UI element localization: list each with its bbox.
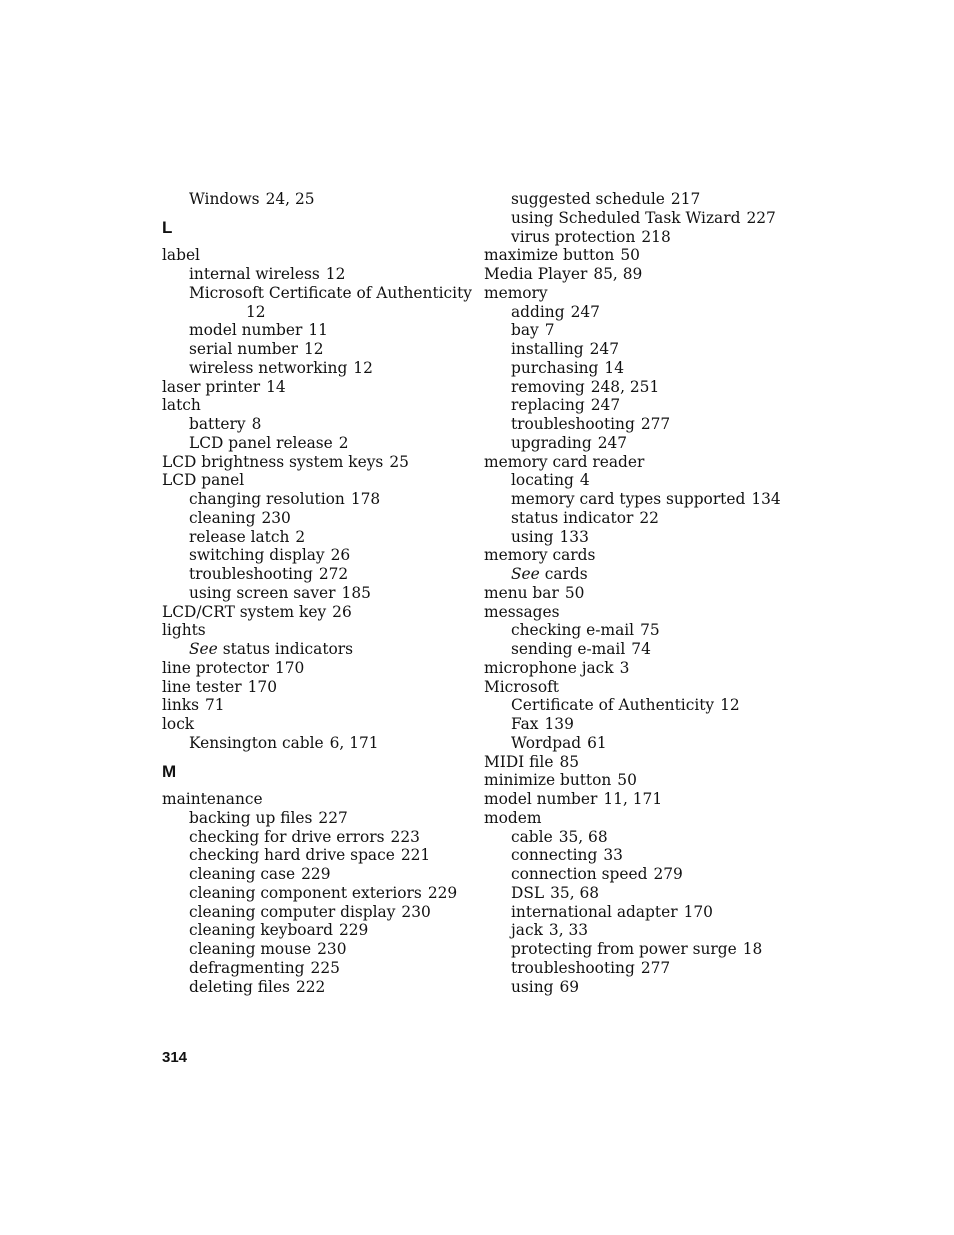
entry-page-numbers: 26	[330, 546, 351, 565]
index-subentry	[484, 846, 784, 865]
section-letter-heading: M	[162, 761, 177, 781]
entry-page-numbers: 277	[640, 958, 671, 977]
entry-term: memory card types supported	[511, 490, 746, 508]
entry-term: DSL	[511, 883, 545, 902]
index-subentry	[162, 846, 472, 865]
entry-term: cleaning	[189, 508, 256, 527]
entry-term: LCD panel	[162, 471, 245, 490]
entry-page-numbers: 139	[544, 715, 574, 733]
entry-term: using Scheduled Task Wizard	[511, 208, 741, 227]
index-subentry	[162, 865, 472, 884]
index-subentry	[162, 640, 472, 659]
entry-term: locating	[511, 471, 574, 490]
index-subentry	[484, 321, 784, 340]
entry-page-numbers: 247	[597, 433, 628, 452]
entry-page-numbers: 229	[338, 921, 369, 940]
entry-term: troubleshooting	[511, 958, 635, 977]
index-subentry	[484, 640, 784, 659]
entry-term: suggested schedule	[511, 190, 665, 208]
entry-term: model number	[484, 790, 598, 808]
entry-page-numbers: 50	[564, 583, 585, 602]
entry-page-numbers: 4	[579, 471, 590, 490]
entry-term: LCD/CRT system key	[162, 602, 327, 621]
index-entry	[162, 715, 472, 734]
entry-term: changing resolution	[189, 490, 345, 508]
index-subentry	[484, 621, 784, 640]
entry-term: microphone jack	[484, 658, 614, 677]
entry-term: removing	[511, 377, 585, 396]
entry-page-numbers: 222	[295, 977, 326, 996]
entry-page-numbers: 25	[389, 452, 409, 471]
index-entry	[484, 659, 784, 678]
entry-page-numbers: 230	[317, 940, 347, 958]
index-entry	[162, 659, 472, 678]
index-subentry	[484, 959, 784, 978]
entry-term: Windows	[189, 190, 260, 208]
entry-page-numbers: 85	[559, 752, 580, 771]
index-subentry	[162, 321, 472, 340]
entry-term: line protector	[162, 658, 269, 677]
index-subentry	[484, 528, 784, 547]
entry-term: using	[511, 527, 554, 546]
index-subentry	[162, 265, 472, 284]
entry-term: international adapter	[511, 902, 678, 921]
entry-page-numbers: 227	[318, 808, 348, 827]
entry-page-numbers: 11, 171	[603, 790, 663, 808]
index-subentry	[484, 696, 784, 715]
index-subentry	[162, 565, 472, 584]
entry-term: Wordpad	[511, 733, 582, 752]
index-subentry	[162, 284, 472, 303]
entry-page-numbers: 35, 68	[550, 883, 600, 902]
index-subentry	[162, 340, 472, 359]
entry-term: replacing	[511, 396, 585, 415]
entry-term: label	[162, 246, 200, 265]
index-entry	[162, 678, 472, 697]
entry-term: Microsoft	[484, 677, 559, 696]
entry-term: backing up files	[189, 808, 313, 827]
index-entry	[162, 621, 472, 640]
entry-page-numbers: 248, 251	[590, 377, 660, 396]
entry-page-numbers: 221	[400, 846, 431, 865]
entry-page-numbers: 12	[720, 696, 740, 715]
entry-term: cleaning keyboard	[189, 921, 333, 940]
index-entry	[484, 546, 784, 565]
entry-page-numbers: 218	[641, 227, 671, 246]
entry-page-numbers: 134	[751, 490, 781, 508]
entry-term: line tester	[162, 677, 242, 696]
index-entry	[484, 678, 784, 697]
index-subentry	[484, 378, 784, 397]
index-subentry	[484, 396, 784, 415]
see-reference-label: See	[189, 640, 218, 658]
index-subentry	[484, 884, 784, 903]
index-subentry	[484, 865, 784, 884]
entry-term: internal wireless	[189, 265, 320, 283]
entry-term: Media Player	[484, 265, 588, 283]
index-subentry	[162, 734, 472, 753]
index-subentry	[162, 415, 472, 434]
index-entry	[484, 265, 784, 284]
entry-term: defragmenting	[189, 958, 305, 977]
entry-page-numbers: 2	[295, 527, 306, 546]
index-subentry	[484, 903, 784, 922]
entry-term: status indicators	[222, 640, 354, 658]
index-subentry	[484, 434, 784, 453]
entry-page-numbers: 3	[619, 658, 630, 677]
index-entry	[162, 471, 472, 490]
entry-term: modem	[484, 808, 542, 827]
entry-term: installing	[511, 340, 584, 358]
entry-page-numbers: 14	[266, 377, 286, 396]
index-entry	[484, 584, 784, 603]
index-column-left	[162, 190, 472, 996]
entry-term: maximize button	[484, 246, 615, 265]
entry-term: checking hard drive space	[189, 846, 395, 865]
entry-term: laser printer	[162, 377, 261, 396]
entry-page-numbers: 33	[603, 846, 623, 865]
entry-page-numbers: 185	[341, 583, 371, 602]
index-subentry	[162, 809, 472, 828]
index-entry	[162, 453, 472, 472]
entry-page-numbers: 14	[604, 358, 625, 377]
index-subentry	[484, 734, 784, 753]
index-subentry	[484, 828, 784, 847]
entry-page-numbers: 12	[325, 265, 346, 283]
entry-term: troubleshooting	[511, 415, 635, 433]
entry-page-numbers: 178	[350, 490, 381, 508]
entry-term: memory card reader	[484, 452, 645, 471]
entry-page-numbers: 170	[274, 658, 305, 677]
index-subentry	[484, 509, 784, 528]
index-subentry	[484, 303, 784, 322]
section-letter-heading: L	[162, 217, 173, 237]
index-subentry	[484, 490, 784, 509]
index-entry	[484, 809, 784, 828]
entry-term: messages	[484, 602, 560, 621]
entry-page-numbers: 12	[353, 358, 373, 377]
index-subentry	[484, 940, 784, 959]
entry-term: switching display	[189, 546, 325, 565]
entry-page-numbers: 8	[251, 415, 262, 433]
entry-term: serial number	[189, 340, 299, 358]
entry-term: MIDI file	[484, 752, 554, 771]
entry-term: cleaning mouse	[189, 940, 312, 958]
entry-term: LCD panel release	[189, 433, 333, 452]
entry-page-numbers: 272	[318, 565, 349, 583]
index-subentry	[162, 959, 472, 978]
entry-term: cleaning case	[189, 865, 296, 883]
entry-term: cable	[511, 827, 553, 846]
index-entry	[484, 284, 784, 303]
page-number: 314	[162, 1049, 188, 1066]
entry-page-numbers: 229	[301, 865, 331, 883]
index-entry	[484, 753, 784, 772]
entry-term: LCD brightness system keys	[162, 452, 384, 471]
entry-term: checking for drive errors	[189, 827, 385, 846]
index-subentry	[484, 209, 784, 228]
entry-page-numbers: 69	[559, 977, 580, 996]
entry-term: connection speed	[511, 865, 648, 883]
entry-page-numbers: 24, 25	[265, 190, 315, 208]
index-subentry	[162, 528, 472, 547]
index-entry	[162, 790, 472, 809]
entry-page-numbers: 3, 33	[548, 921, 589, 940]
entry-page-numbers: 227	[746, 208, 776, 227]
index-subentry	[162, 884, 472, 903]
index-entry	[484, 790, 784, 809]
entry-term: wireless networking	[189, 358, 348, 377]
index-subentry	[484, 340, 784, 359]
index-entry	[162, 378, 472, 397]
index-subentry	[162, 509, 472, 528]
index-subentry	[162, 903, 472, 922]
entry-term: cleaning component exteriors	[189, 883, 422, 902]
entry-term: sending e-mail	[511, 640, 626, 658]
entry-page-numbers: 229	[427, 883, 458, 902]
index-subentry	[162, 584, 472, 603]
index-subentry	[484, 921, 784, 940]
entry-term: status indicator	[511, 508, 634, 527]
entry-term: battery	[189, 415, 246, 433]
entry-page-numbers: 6, 171	[329, 733, 379, 752]
entry-term: release latch	[189, 527, 290, 546]
index-subentry	[162, 490, 472, 509]
entry-page-numbers: 18	[742, 940, 763, 958]
entry-term: Microsoft Certificate of Authenticity	[189, 283, 472, 302]
entry-term: 12	[246, 302, 266, 321]
entry-term: maintenance	[162, 790, 263, 808]
index-entry	[162, 696, 472, 715]
entry-page-numbers: 7	[544, 321, 555, 340]
entry-term: memory	[484, 283, 548, 302]
index-subentry	[162, 190, 472, 209]
entry-page-numbers: 61	[587, 733, 607, 752]
entry-page-numbers: 279	[653, 865, 683, 883]
entry-term: lock	[162, 715, 195, 733]
entry-term: protecting from power surge	[511, 940, 737, 958]
entry-term: Fax	[511, 715, 539, 733]
entry-page-numbers: 247	[589, 340, 620, 358]
entry-page-numbers: 170	[247, 677, 277, 696]
index-column-right	[484, 190, 784, 996]
entry-page-numbers: 22	[639, 508, 659, 527]
entry-term: upgrading	[511, 433, 592, 452]
index-subentry	[162, 434, 472, 453]
entry-page-numbers: 277	[640, 415, 671, 433]
index-entry	[484, 603, 784, 622]
entry-page-numbers: 223	[390, 827, 420, 846]
entry-term: links	[162, 696, 199, 715]
index-subentry	[162, 359, 472, 378]
index-subentry	[162, 940, 472, 959]
entry-page-numbers: 85, 89	[593, 265, 643, 283]
entry-page-numbers: 50	[620, 246, 640, 265]
entry-term: Kensington cable	[189, 733, 324, 752]
index-entry	[162, 396, 472, 415]
entry-page-numbers: 133	[559, 527, 589, 546]
entry-page-numbers: 2	[338, 433, 349, 452]
index-subentry	[484, 359, 784, 378]
see-reference-label: See	[511, 565, 540, 583]
entry-term: using	[511, 977, 554, 996]
index-subentry	[484, 228, 784, 247]
entry-page-numbers: 170	[683, 902, 713, 921]
entry-page-numbers: 26	[332, 602, 352, 621]
entry-term: using screen saver	[189, 583, 336, 602]
entry-term: deleting files	[189, 977, 290, 996]
index-subentry	[162, 828, 472, 847]
index-subentry	[484, 471, 784, 490]
entry-term: lights	[162, 621, 206, 640]
entry-page-numbers: 12	[304, 340, 324, 358]
entry-page-numbers: 247	[590, 396, 621, 415]
index-subentry	[162, 978, 472, 997]
entry-term: Certificate of Authenticity	[511, 696, 715, 715]
entry-term: model number	[189, 321, 303, 340]
entry-page-numbers: 35, 68	[558, 827, 608, 846]
index-subentry	[162, 303, 472, 322]
entry-page-numbers: 230	[261, 508, 291, 527]
entry-term: menu bar	[484, 583, 559, 602]
index-subentry	[484, 978, 784, 997]
index-subentry	[484, 190, 784, 209]
entry-page-numbers: 50	[617, 771, 637, 790]
entry-term: adding	[511, 302, 565, 321]
entry-term: purchasing	[511, 358, 599, 377]
index-subentry	[162, 921, 472, 940]
entry-term: cleaning computer display	[189, 902, 396, 921]
entry-page-numbers: 225	[310, 958, 340, 977]
index-subentry	[162, 546, 472, 565]
entry-term: minimize button	[484, 771, 612, 790]
entry-page-numbers: 247	[570, 302, 600, 321]
entry-term: jack	[511, 921, 543, 940]
entry-page-numbers: 71	[204, 696, 225, 715]
entry-term: connecting	[511, 846, 598, 865]
entry-page-numbers: 11	[308, 321, 328, 340]
entry-page-numbers: 75	[640, 621, 660, 640]
index-subentry	[484, 715, 784, 734]
entry-term: memory cards	[484, 546, 596, 565]
index-subentry	[484, 565, 784, 584]
index-entry	[162, 246, 472, 265]
entry-term: virus protection	[511, 227, 636, 246]
entry-term: checking e-mail	[511, 621, 635, 640]
entry-page-numbers: 217	[670, 190, 701, 208]
index-entry	[484, 771, 784, 790]
entry-page-numbers: 74	[631, 640, 651, 658]
entry-page-numbers: 230	[401, 902, 431, 921]
entry-term: troubleshooting	[189, 565, 313, 583]
entry-term: latch	[162, 396, 201, 415]
index-entry	[484, 453, 784, 472]
index-subentry	[484, 415, 784, 434]
index-entry	[162, 603, 472, 622]
index-entry	[484, 246, 784, 265]
entry-term: cards	[544, 565, 588, 583]
entry-term: bay	[511, 321, 539, 340]
